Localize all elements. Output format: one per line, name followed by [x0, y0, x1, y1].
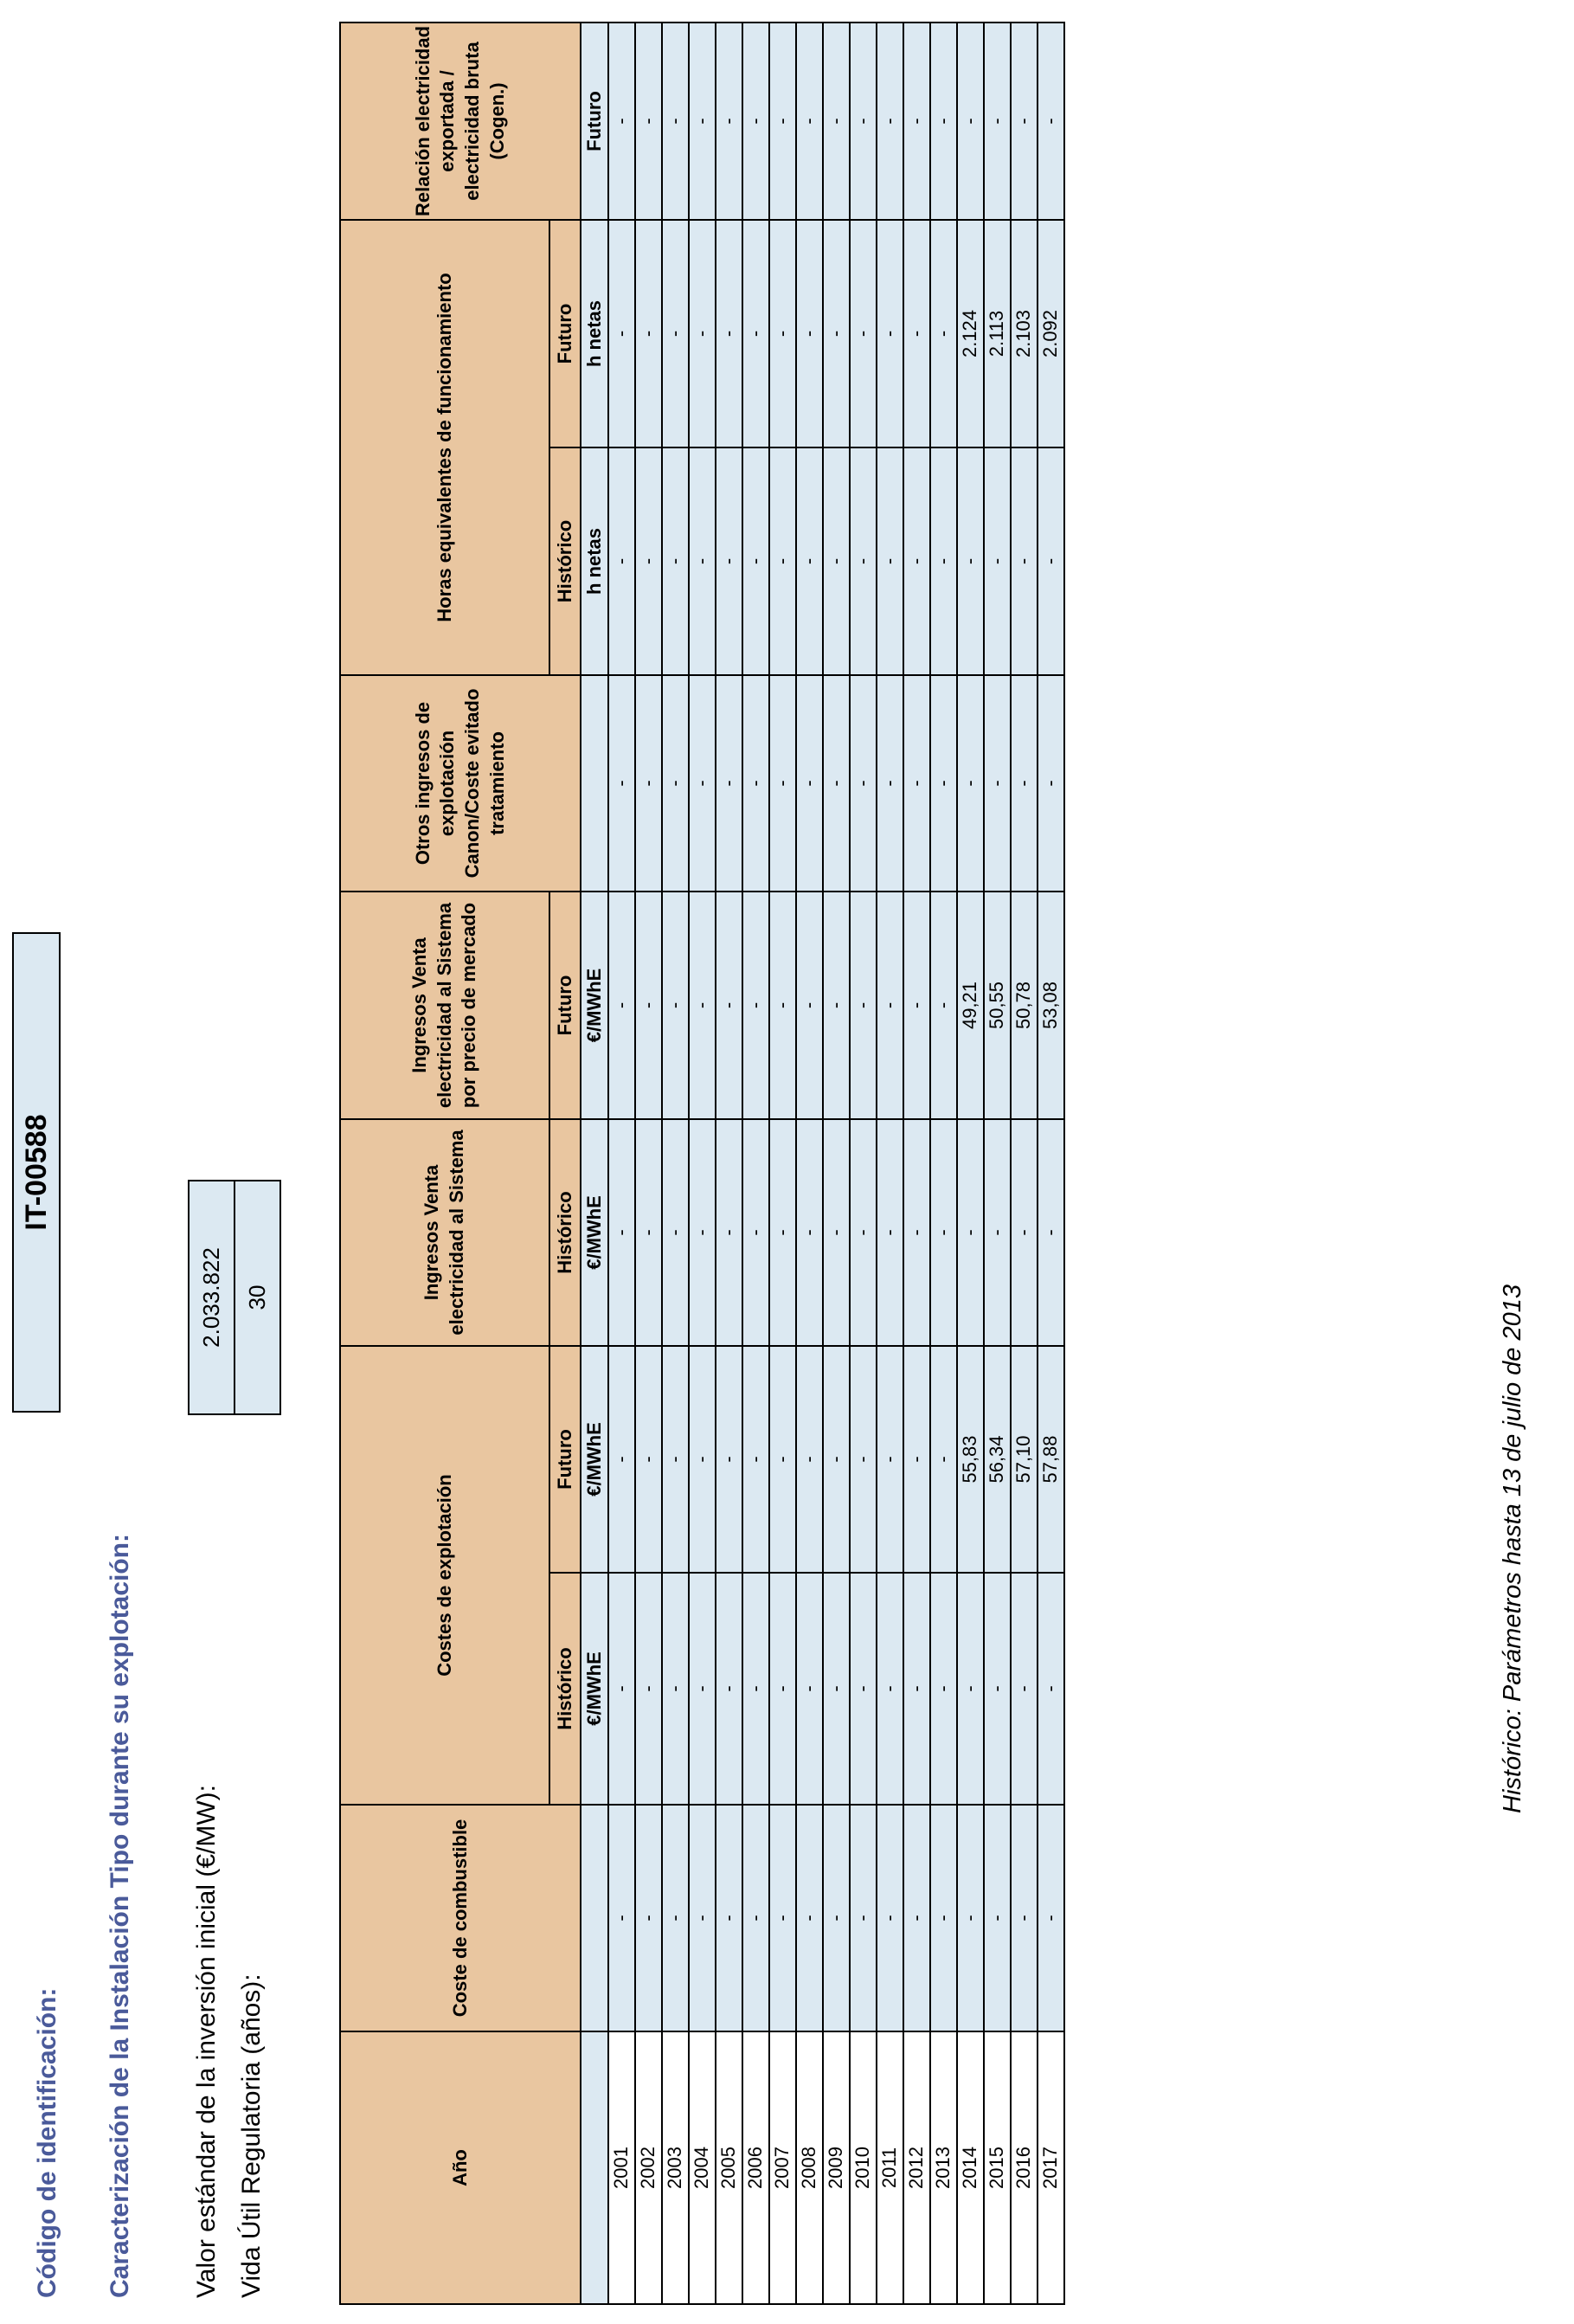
- row-cell: 57,88: [1038, 1346, 1064, 1573]
- row-cell: -: [957, 447, 984, 675]
- row-cell: -: [903, 220, 930, 447]
- row-cell: -: [742, 675, 769, 892]
- row-cell: -: [823, 1805, 850, 2031]
- row-cell: -: [769, 1346, 796, 1573]
- row-cell: -: [635, 1573, 662, 1805]
- row-cell: 49,21: [957, 892, 984, 1119]
- row-cell: -: [689, 1573, 716, 1805]
- row-cell: -: [850, 447, 877, 675]
- param-value-vida-util: 30: [234, 1180, 281, 1415]
- row-cell: -: [662, 220, 689, 447]
- row-year: 2010: [850, 2031, 877, 2304]
- row-cell: -: [742, 892, 769, 1119]
- row-year: 2016: [1011, 2031, 1038, 2304]
- row-cell: -: [984, 675, 1011, 892]
- sub-costes-historico: Histórico: [549, 1573, 581, 1805]
- row-cell: -: [1011, 1573, 1038, 1805]
- unit-costes-historico: €/MWhE: [581, 1573, 608, 1805]
- row-cell: -: [1038, 23, 1064, 220]
- table-row: [689, 23, 716, 2304]
- row-cell: -: [716, 1573, 742, 1805]
- row-cell: -: [608, 1346, 635, 1573]
- row-cell: 50,78: [1011, 892, 1038, 1119]
- row-cell: -: [877, 23, 903, 220]
- row-cell: -: [608, 892, 635, 1119]
- row-cell: -: [716, 23, 742, 220]
- row-cell: 2.092: [1038, 220, 1064, 447]
- table-row: [716, 23, 742, 2304]
- header-ingresos-venta: Ingresos Venta electricidad al Sistema: [340, 1119, 549, 1346]
- row-year: 2017: [1038, 2031, 1064, 2304]
- row-cell: -: [769, 220, 796, 447]
- row-cell: -: [823, 892, 850, 1119]
- unit-costes-futuro: €/MWhE: [581, 1346, 608, 1573]
- table-row: [903, 23, 930, 2304]
- row-cell: -: [769, 1805, 796, 2031]
- row-year: 2013: [930, 2031, 957, 2304]
- row-cell: -: [689, 1805, 716, 2031]
- row-cell: 53,08: [1038, 892, 1064, 1119]
- row-cell: -: [689, 447, 716, 675]
- row-cell: -: [635, 447, 662, 675]
- row-cell: -: [957, 675, 984, 892]
- unit-otros-ingresos: [581, 675, 608, 892]
- row-cell: -: [796, 1805, 823, 2031]
- header-anio: Año: [340, 2031, 581, 2304]
- row-cell: -: [716, 447, 742, 675]
- row-cell: -: [903, 1805, 930, 2031]
- row-year: 2015: [984, 2031, 1011, 2304]
- row-cell: -: [823, 220, 850, 447]
- row-cell: -: [1038, 1805, 1064, 2031]
- row-cell: -: [716, 1119, 742, 1346]
- row-cell: -: [742, 1805, 769, 2031]
- code-label: Código de identificación:: [33, 1987, 61, 2298]
- row-cell: -: [796, 23, 823, 220]
- row-cell: -: [850, 23, 877, 220]
- row-cell: -: [716, 1346, 742, 1573]
- row-cell: -: [1038, 447, 1064, 675]
- table-row: [850, 23, 877, 2304]
- row-year: 2005: [716, 2031, 742, 2304]
- row-cell: -: [796, 675, 823, 892]
- row-cell: -: [1038, 675, 1064, 892]
- row-cell: -: [635, 1119, 662, 1346]
- row-cell: -: [635, 675, 662, 892]
- section-title: Caracterización de la Instalación Tipo durante su explotación:: [106, 1534, 134, 2298]
- table-row: [796, 23, 823, 2304]
- row-cell: -: [796, 1573, 823, 1805]
- row-cell: -: [689, 892, 716, 1119]
- row-cell: -: [823, 1573, 850, 1805]
- row-cell: -: [742, 447, 769, 675]
- row-cell: -: [662, 1346, 689, 1573]
- row-cell: -: [1038, 1573, 1064, 1805]
- row-cell: -: [796, 1346, 823, 1573]
- header-relacion-electricidad: Relación electricidad exportada / electricidad bruta (Cogen.): [340, 23, 581, 220]
- row-year: 2008: [796, 2031, 823, 2304]
- row-cell: 2.113: [984, 220, 1011, 447]
- param-label-inversion: Valor estándar de la inversión inicial (€/MW):: [192, 1784, 221, 2298]
- row-year: 2006: [742, 2031, 769, 2304]
- row-cell: -: [608, 220, 635, 447]
- row-cell: -: [608, 675, 635, 892]
- row-cell: -: [635, 220, 662, 447]
- row-cell: -: [984, 1119, 1011, 1346]
- row-cell: -: [742, 1346, 769, 1573]
- footnote: Histórico: Parámetros hasta 13 de julio de 2013: [1499, 1284, 1526, 1813]
- row-year: 2002: [635, 2031, 662, 2304]
- row-cell: -: [930, 1805, 957, 2031]
- row-cell: -: [877, 1805, 903, 2031]
- row-cell: 55,83: [957, 1346, 984, 1573]
- row-cell: -: [662, 1805, 689, 2031]
- row-cell: -: [1011, 23, 1038, 220]
- param-value-inversion: 2.033.822: [188, 1180, 235, 1415]
- row-cell: -: [823, 675, 850, 892]
- row-cell: -: [1011, 675, 1038, 892]
- row-cell: -: [850, 220, 877, 447]
- row-cell: -: [769, 23, 796, 220]
- row-cell: -: [635, 1805, 662, 2031]
- row-cell: -: [796, 447, 823, 675]
- row-year: 2011: [877, 2031, 903, 2304]
- row-cell: -: [957, 1119, 984, 1346]
- row-year: 2012: [903, 2031, 930, 2304]
- row-cell: -: [662, 675, 689, 892]
- table-body: [608, 23, 1064, 2304]
- row-cell: -: [877, 1346, 903, 1573]
- row-cell: -: [877, 220, 903, 447]
- row-cell: -: [903, 1346, 930, 1573]
- row-cell: -: [930, 23, 957, 220]
- row-cell: -: [903, 1119, 930, 1346]
- row-cell: -: [689, 23, 716, 220]
- row-cell: -: [984, 1805, 1011, 2031]
- row-cell: -: [823, 23, 850, 220]
- row-cell: -: [984, 447, 1011, 675]
- row-cell: -: [930, 447, 957, 675]
- header-horas-equivalentes: Horas equivalentes de funcionamiento: [340, 220, 549, 675]
- row-cell: -: [930, 1346, 957, 1573]
- row-cell: -: [1038, 1119, 1064, 1346]
- row-cell: -: [1011, 1119, 1038, 1346]
- header-otros-ingresos: Otros ingresos de explotación Canon/Coste evitado tratamiento: [340, 675, 581, 892]
- row-cell: -: [716, 675, 742, 892]
- sub-ingresos-historico: Histórico: [549, 1119, 581, 1346]
- row-cell: -: [769, 675, 796, 892]
- row-cell: 2.124: [957, 220, 984, 447]
- row-cell: -: [716, 220, 742, 447]
- row-year: 2004: [689, 2031, 716, 2304]
- row-year: 2003: [662, 2031, 689, 2304]
- row-cell: -: [796, 220, 823, 447]
- table-row: [877, 23, 903, 2304]
- row-cell: -: [877, 1119, 903, 1346]
- row-cell: -: [1011, 447, 1038, 675]
- table-row: [608, 23, 635, 2304]
- row-cell: -: [850, 1119, 877, 1346]
- row-cell: -: [984, 23, 1011, 220]
- row-cell: -: [716, 892, 742, 1119]
- row-cell: -: [742, 220, 769, 447]
- param-label-vida-util: Vida Útil Regulatoria (años):: [237, 1973, 266, 2298]
- row-cell: -: [823, 1346, 850, 1573]
- sub-costes-futuro: Futuro: [549, 1346, 581, 1573]
- header-ingresos-venta-mercado: Ingresos Venta electricidad al Sistema por precio de mercado: [340, 892, 549, 1119]
- row-cell: 56,34: [984, 1346, 1011, 1573]
- row-cell: -: [742, 1119, 769, 1346]
- data-table: [339, 22, 1065, 2305]
- unit-horas-historico: h netas: [581, 447, 608, 675]
- table-row: [635, 23, 662, 2304]
- row-cell: -: [608, 1119, 635, 1346]
- row-cell: -: [850, 1573, 877, 1805]
- row-cell: -: [930, 1573, 957, 1805]
- sub-horas-futuro: Futuro: [549, 220, 581, 447]
- row-cell: -: [635, 1346, 662, 1573]
- row-year: 2009: [823, 2031, 850, 2304]
- table-row: [769, 23, 796, 2304]
- row-cell: -: [877, 1573, 903, 1805]
- row-cell: -: [877, 892, 903, 1119]
- unit-ingresos-historico: €/MWhE: [581, 1119, 608, 1346]
- row-cell: -: [608, 23, 635, 220]
- unit-ingresos-mercado-futuro: €/MWhE: [581, 892, 608, 1119]
- row-cell: -: [635, 23, 662, 220]
- table-row: [742, 23, 769, 2304]
- row-year: 2014: [957, 2031, 984, 2304]
- row-cell: 50,55: [984, 892, 1011, 1119]
- row-cell: -: [877, 447, 903, 675]
- row-cell: -: [957, 23, 984, 220]
- row-cell: -: [957, 1805, 984, 2031]
- row-cell: -: [903, 675, 930, 892]
- row-cell: -: [930, 675, 957, 892]
- row-year: 2007: [769, 2031, 796, 2304]
- table-row: [984, 23, 1011, 2304]
- unit-horas-futuro: h netas: [581, 220, 608, 447]
- row-cell: -: [850, 1346, 877, 1573]
- row-cell: -: [662, 1119, 689, 1346]
- sub-horas-historico: Histórico: [549, 447, 581, 675]
- row-cell: -: [930, 220, 957, 447]
- row-cell: -: [635, 892, 662, 1119]
- row-cell: -: [984, 1573, 1011, 1805]
- table-row: [662, 23, 689, 2304]
- row-cell: -: [689, 675, 716, 892]
- row-cell: -: [823, 447, 850, 675]
- row-cell: -: [662, 1573, 689, 1805]
- row-cell: -: [823, 1119, 850, 1346]
- row-cell: -: [769, 1573, 796, 1805]
- row-cell: -: [689, 1119, 716, 1346]
- row-cell: -: [877, 675, 903, 892]
- row-cell: -: [742, 1573, 769, 1805]
- row-cell: -: [716, 1805, 742, 2031]
- row-cell: -: [769, 1119, 796, 1346]
- sub-ingresos-mercado-futuro: Futuro: [549, 892, 581, 1119]
- row-cell: 2.103: [1011, 220, 1038, 447]
- row-year: 2001: [608, 2031, 635, 2304]
- row-cell: -: [662, 447, 689, 675]
- row-cell: -: [796, 1119, 823, 1346]
- row-cell: -: [608, 447, 635, 675]
- row-cell: -: [769, 447, 796, 675]
- row-cell: -: [689, 1346, 716, 1573]
- row-cell: -: [903, 23, 930, 220]
- row-cell: -: [662, 892, 689, 1119]
- row-cell: -: [930, 892, 957, 1119]
- unit-relacion-futuro: Futuro: [581, 23, 608, 220]
- row-cell: -: [850, 1805, 877, 2031]
- row-cell: -: [662, 23, 689, 220]
- row-cell: -: [608, 1573, 635, 1805]
- row-cell: -: [903, 1573, 930, 1805]
- table-row: [1038, 23, 1064, 2304]
- row-cell: -: [930, 1119, 957, 1346]
- unit-anio: [581, 2031, 608, 2304]
- row-cell: -: [850, 675, 877, 892]
- row-cell: -: [850, 892, 877, 1119]
- code-value-box: IT-00588: [12, 932, 61, 1413]
- table-row: [957, 23, 984, 2304]
- row-cell: -: [742, 23, 769, 220]
- unit-coste-combustible: [581, 1805, 608, 2031]
- row-cell: -: [957, 1573, 984, 1805]
- row-cell: -: [1011, 1805, 1038, 2031]
- row-cell: 57,10: [1011, 1346, 1038, 1573]
- row-cell: -: [769, 892, 796, 1119]
- table-row: [823, 23, 850, 2304]
- header-coste-combustible: Coste de combustible: [340, 1805, 581, 2031]
- row-cell: -: [903, 892, 930, 1119]
- row-cell: -: [608, 1805, 635, 2031]
- table-row: [1011, 23, 1038, 2304]
- row-cell: -: [689, 220, 716, 447]
- header-costes-explotacion: Costes de explotación: [340, 1346, 549, 1805]
- row-cell: -: [903, 447, 930, 675]
- row-cell: -: [796, 892, 823, 1119]
- table-row: [930, 23, 957, 2304]
